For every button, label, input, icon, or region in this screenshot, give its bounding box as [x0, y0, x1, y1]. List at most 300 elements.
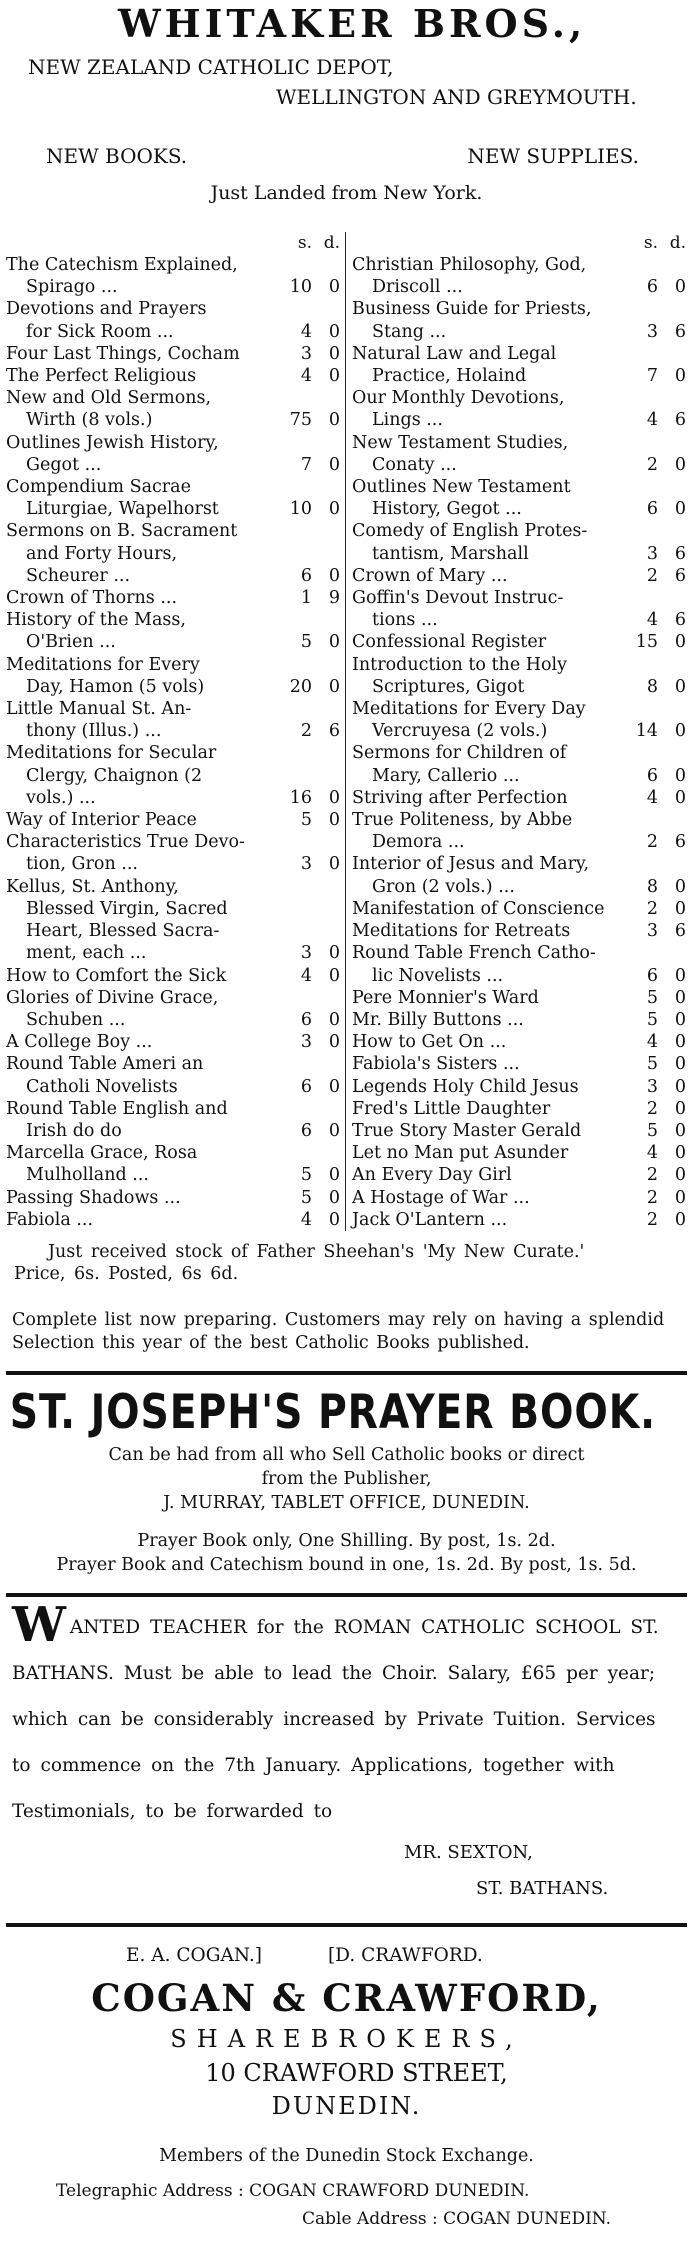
price-pence: 0	[674, 1032, 686, 1053]
price-pence: 0	[674, 277, 686, 298]
book-title	[352, 1031, 624, 1053]
price-pence: 0	[328, 1120, 340, 1141]
book-title-line: Interior of Jesus and Mary,	[352, 854, 590, 875]
book-title-line: Scriptures, Gigot	[372, 676, 525, 697]
book-item	[352, 1009, 686, 1031]
price-shillings: 3	[646, 1076, 658, 1097]
price-shillings: 5	[646, 1009, 658, 1030]
book-title-line: Scheurer ...	[26, 565, 131, 586]
cable-address: Cable Address : COGAN DUNEDIN.	[302, 2208, 611, 2229]
book-title	[352, 698, 624, 742]
book-title-line: Legends Holy Child Jesus	[352, 1076, 579, 1097]
partner-names	[6, 1941, 687, 1971]
price-shillings: 10	[289, 499, 312, 520]
book-item	[352, 1098, 686, 1120]
book-title-line: Comedy of English Protes-	[352, 521, 588, 542]
book-title-line: Clergy, Chaignon (2	[26, 765, 203, 786]
book-title	[352, 387, 624, 431]
book-title-line: Manifestation of Conscience	[352, 898, 605, 919]
new-curate-line: Just received stock of Father Sheehan's 'My New Curate.'	[48, 1241, 585, 1262]
book-title-line: Heart, Blessed Sacra-	[26, 921, 220, 942]
book-item	[6, 965, 340, 987]
book-title-line: Devotions and Prayers	[6, 299, 207, 320]
book-item	[6, 587, 340, 609]
price-shillings: 3	[300, 1032, 312, 1053]
price-pence: 0	[674, 965, 686, 986]
book-item	[352, 476, 686, 520]
book-title	[6, 965, 278, 987]
right-items	[352, 254, 686, 1231]
telegraphic-address: Telegraphic Address : COGAN CRAWFORD DUNEDIN.	[56, 2180, 530, 2201]
book-item	[6, 742, 340, 809]
book-title-line: Meditations for Secular	[6, 743, 217, 764]
book-item	[6, 343, 340, 365]
price-shillings: 4	[646, 610, 658, 631]
price-shillings: 2	[300, 721, 312, 742]
book-title	[6, 1053, 278, 1097]
book-title-line: Fabiola's Sisters ...	[352, 1054, 520, 1075]
book-title	[352, 587, 624, 631]
price-shillings: 4	[646, 1032, 658, 1053]
price-pence: 0	[674, 1098, 686, 1119]
book-title	[6, 609, 278, 653]
book-title-line: Fabiola ...	[6, 1209, 94, 1230]
book-title-line: Business Guide for Priests,	[352, 299, 592, 320]
price-shillings: 4	[646, 1143, 658, 1164]
prayer-book-publisher: J. MURRAY, TABLET OFFICE, DUNEDIN.	[163, 1492, 530, 1513]
book-title-line: Little Manual St. An-	[6, 699, 192, 720]
book-title	[6, 587, 278, 609]
book-price-lists	[6, 232, 687, 1231]
price-shillings: 3	[646, 921, 658, 942]
book-title	[352, 476, 624, 520]
price-shillings: 4	[300, 965, 312, 986]
book-item	[352, 1164, 686, 1186]
price-shillings: 7	[646, 366, 658, 387]
price-pence: 6	[674, 610, 686, 631]
book-title-line: Striving after Perfection	[352, 787, 568, 808]
book-item	[6, 520, 340, 587]
book-item	[352, 1053, 686, 1075]
book-title-line: Sermons for Children of	[352, 743, 567, 764]
book-title	[352, 920, 624, 942]
book-title	[352, 809, 624, 853]
book-title-line: Schuben ...	[26, 1009, 126, 1030]
book-title	[6, 254, 278, 298]
book-title-line: New and Old Sermons,	[6, 388, 212, 409]
book-title	[6, 387, 278, 431]
pence-heading: d.	[669, 233, 686, 253]
signature-place: ST. BATHANS.	[476, 1877, 609, 1899]
book-title-line: History of the Mass,	[6, 610, 186, 631]
price-pence: 0	[328, 943, 340, 964]
book-item	[352, 254, 686, 298]
book-item	[6, 387, 340, 431]
book-title	[352, 1209, 624, 1231]
book-title-line: An Every Day Girl	[352, 1165, 512, 1186]
book-title-line: Mr. Billy Buttons ...	[352, 1009, 524, 1030]
price-shillings: 10	[289, 277, 312, 298]
book-item	[352, 1031, 686, 1053]
book-title-line: Passing Shadows ...	[6, 1187, 181, 1208]
price-pence: 0	[674, 876, 686, 897]
book-title-line: Let no Man put Asunder	[352, 1143, 569, 1164]
price-pence: 0	[328, 1209, 340, 1230]
price-pence: 0	[674, 366, 686, 387]
book-title-line: Four Last Things, Cocham	[6, 343, 240, 364]
book-title-line: The Perfect Religious	[6, 366, 197, 387]
price-pence: 0	[674, 1120, 686, 1141]
column-headings	[6, 142, 687, 170]
book-title	[352, 742, 624, 786]
book-item	[352, 853, 686, 897]
price-shillings: 8	[646, 876, 658, 897]
section-divider	[6, 1593, 687, 1597]
book-title-line: Confessional Register	[352, 632, 547, 653]
book-title-line: Catholi Novelists	[26, 1076, 178, 1097]
book-title-line: Blessed Virgin, Sacred	[26, 898, 228, 919]
book-item	[352, 654, 686, 698]
book-title-line: Meditations for Every	[6, 654, 200, 675]
price-shillings: 5	[300, 1165, 312, 1186]
whitaker-subtitle-location: WELLINGTON AND GREYMOUTH.	[276, 85, 637, 109]
book-title-line: Round Table Ameri an	[6, 1054, 204, 1075]
book-title-line: Gron (2 vols.) ...	[372, 876, 515, 897]
book-item	[6, 254, 340, 298]
book-title	[352, 1098, 624, 1120]
cogan-crawford-advert	[6, 1941, 687, 2233]
price-pence: 0	[674, 1187, 686, 1208]
book-item	[352, 387, 686, 431]
price-shillings: 2	[646, 1165, 658, 1186]
price-shillings: 6	[300, 1009, 312, 1030]
price-pence: 0	[328, 854, 340, 875]
price-pence: 0	[674, 454, 686, 475]
book-title	[352, 1142, 624, 1164]
book-title-line: Compendium Sacrae	[6, 477, 191, 498]
book-title-line: Fred's Little Daughter	[352, 1098, 551, 1119]
book-title	[352, 1009, 624, 1031]
book-item	[6, 1031, 340, 1053]
book-item	[6, 831, 340, 875]
book-title-line: Way of Interior Peace	[6, 810, 197, 831]
price-pence: 0	[674, 1209, 686, 1230]
book-title	[352, 432, 624, 476]
whitaker-advert	[6, 0, 687, 1355]
book-title-line: Liturgiae, Wapelhorst	[26, 499, 219, 520]
book-item	[352, 432, 686, 476]
book-title-line: Meditations for Retreats	[352, 921, 571, 942]
partner-cogan: E. A. COGAN.]	[126, 1944, 262, 1966]
price-pence: 0	[674, 1054, 686, 1075]
price-shillings: 6	[646, 965, 658, 986]
book-title-line: Driscoll ...	[372, 277, 463, 298]
new-curate-notice	[6, 1241, 687, 1285]
book-title-line: Day, Hamon (5 vols)	[26, 676, 205, 697]
book-item	[352, 1209, 686, 1231]
price-shillings: 3	[300, 943, 312, 964]
price-shillings: 3	[646, 543, 658, 564]
price-pence: 0	[674, 1165, 686, 1186]
price-pence: 0	[328, 454, 340, 475]
book-item	[6, 809, 340, 831]
book-title	[6, 1098, 278, 1142]
price-pence: 0	[328, 277, 340, 298]
prayer-book-line: from the Publisher,	[261, 1468, 432, 1489]
price-pence: 0	[328, 366, 340, 387]
book-item	[352, 298, 686, 342]
cogan-title: COGAN & CRAWFORD,	[91, 1975, 602, 2020]
left-book-list	[6, 232, 346, 1231]
book-title	[352, 1120, 624, 1142]
book-title-line: tantism, Marshall	[372, 543, 529, 564]
prayer-book-title: ST. JOSEPH'S PRAYER BOOK.	[9, 1384, 656, 1440]
book-title-line: History, Gegot ...	[372, 499, 522, 520]
prayer-book-advert	[6, 1383, 687, 1577]
wanted-signature	[6, 1835, 687, 1907]
price-shillings: 6	[300, 1076, 312, 1097]
book-title-line: How to Get On ...	[352, 1032, 507, 1053]
new-supplies-heading: NEW SUPPLIES.	[467, 144, 639, 168]
price-pence: 6	[328, 721, 340, 742]
book-title	[352, 1164, 624, 1186]
whitaker-subtitle-depot: NEW ZEALAND CATHOLIC DEPOT,	[28, 55, 394, 79]
book-title	[6, 1142, 278, 1186]
partner-crawford: [D. CRAWFORD.	[327, 1944, 483, 1966]
book-title	[352, 298, 624, 342]
book-title-line: tions ...	[372, 610, 438, 631]
book-title	[352, 254, 624, 298]
book-title-line: Introduction to the Holy	[352, 654, 568, 675]
price-pence: 0	[328, 321, 340, 342]
price-pence: 0	[328, 965, 340, 986]
drop-cap: W	[12, 1596, 66, 1653]
price-shillings: 2	[646, 565, 658, 586]
price-pence: 0	[674, 898, 686, 919]
book-title-line: True Politeness, by Abbe	[352, 810, 573, 831]
cogan-street: 10 CRAWFORD STREET,	[205, 2058, 508, 2087]
book-item	[6, 876, 340, 965]
book-item	[352, 898, 686, 920]
price-shillings: 3	[646, 321, 658, 342]
price-shillings: 3	[300, 854, 312, 875]
book-title	[6, 1187, 278, 1209]
book-item	[352, 942, 686, 986]
price-pence: 0	[328, 565, 340, 586]
book-item	[6, 1098, 340, 1142]
book-title-line: tion, Gron ...	[26, 854, 138, 875]
book-title-line: Lings ...	[372, 410, 443, 431]
price-shillings: 2	[646, 454, 658, 475]
price-shillings: 16	[289, 787, 312, 808]
book-title	[6, 1209, 278, 1231]
book-title-line: vols.) ...	[26, 787, 96, 808]
price-pence: 0	[328, 499, 340, 520]
book-title	[352, 942, 624, 986]
price-shillings: 2	[646, 1098, 658, 1119]
book-item	[352, 631, 686, 653]
price-shillings: 5	[300, 1187, 312, 1208]
book-title	[6, 876, 278, 965]
book-title-line: Outlines Jewish History,	[6, 432, 219, 453]
price-shillings: 6	[646, 499, 658, 520]
book-item	[6, 609, 340, 653]
book-title-line: Kellus, St. Anthony,	[6, 876, 179, 897]
book-title-line: How to Comfort the Sick	[6, 965, 227, 986]
book-title-line: A Hostage of War ...	[352, 1187, 530, 1208]
book-title	[352, 631, 624, 653]
cogan-members: Members of the Dunedin Stock Exchange.	[159, 2145, 534, 2166]
teacher-wanted-advert	[6, 1596, 687, 1907]
price-shillings: 6	[300, 1120, 312, 1141]
book-item	[352, 809, 686, 853]
price-pence: 6	[674, 921, 686, 942]
book-title-line: for Sick Room ...	[26, 321, 174, 342]
book-title-line: Goffin's Devout Instruc-	[352, 588, 564, 609]
book-title	[352, 1076, 624, 1098]
book-title-line: Pere Monnier's Ward	[352, 987, 539, 1008]
book-title-line: New Testament Studies,	[352, 432, 569, 453]
price-shillings: 3	[300, 343, 312, 364]
price-shillings: 4	[300, 1209, 312, 1230]
book-title-line: Round Table French Catho-	[352, 943, 596, 964]
wanted-body: ANTED TEACHER for the ROMAN CATHOLIC SCHOOL ST. BATHANS. Must be able to lead the Choir. Salary, £65 per year; which can be considerably increased by Private Tuition. Services to commence on the 7th January. Applications, together with Testimonials, to be forwarded to	[12, 1616, 659, 1822]
price-shillings: 2	[646, 832, 658, 853]
price-shillings: 6	[646, 765, 658, 786]
price-pence: 0	[328, 1076, 340, 1097]
price-pence: 9	[328, 588, 340, 609]
price-pence: 0	[674, 499, 686, 520]
book-title-line: Round Table English and	[6, 1098, 228, 1119]
book-title	[6, 432, 278, 476]
whitaker-title: WHITAKER BROS.,	[118, 1, 587, 46]
book-title-line: Jack O'Lantern ...	[352, 1209, 508, 1230]
book-item	[352, 565, 686, 587]
price-shillings: 8	[646, 676, 658, 697]
book-title-line: O'Brien ...	[26, 632, 116, 653]
price-shillings: 15	[635, 632, 658, 653]
book-title	[352, 898, 624, 920]
book-item	[352, 520, 686, 564]
price-pence: 0	[328, 1165, 340, 1186]
book-title	[352, 654, 624, 698]
book-title-line: The Catechism Explained,	[6, 255, 238, 275]
book-item	[6, 476, 340, 520]
book-title-line: Mulholland ...	[26, 1165, 149, 1186]
price-pence: 6	[674, 321, 686, 342]
price-shillings: 75	[289, 410, 312, 431]
book-title-line: Crown of Thorns ...	[6, 588, 178, 609]
right-book-list	[346, 232, 686, 1231]
pence-heading: d.	[323, 233, 340, 253]
price-shillings: 2	[646, 1209, 658, 1230]
book-item	[6, 1209, 340, 1231]
prayer-book-line: Can be had from all who Sell Catholic books or direct	[108, 1444, 585, 1465]
new-books-heading: NEW BOOKS.	[46, 144, 188, 168]
book-title-line: Stang ...	[372, 321, 447, 342]
price-shillings: 5	[646, 1054, 658, 1075]
book-item	[6, 365, 340, 387]
book-item	[352, 587, 686, 631]
price-shillings: 5	[646, 1120, 658, 1141]
price-shillings: 2	[646, 898, 658, 919]
price-pence: 0	[674, 1076, 686, 1097]
book-title-line: True Story Master Gerald	[352, 1120, 582, 1141]
book-item	[6, 1187, 340, 1209]
price-pence: 0	[674, 765, 686, 786]
price-shillings: 4	[300, 366, 312, 387]
book-title-line: Vercruyesa (2 vols.)	[372, 721, 548, 742]
book-item	[6, 698, 340, 742]
book-title-line: Natural Law and Legal	[352, 343, 557, 364]
book-item	[352, 1120, 686, 1142]
price-pence: 6	[674, 832, 686, 853]
book-title-line: Characteristics True Devo-	[6, 832, 245, 853]
book-item	[352, 1142, 686, 1164]
book-title-line: Wirth (8 vols.)	[26, 410, 153, 431]
book-title	[352, 987, 624, 1009]
shillings-heading: s.	[643, 233, 658, 253]
book-title	[6, 742, 278, 809]
price-shillings: 4	[646, 787, 658, 808]
book-title	[6, 809, 278, 831]
section-divider	[6, 1923, 687, 1927]
book-item	[6, 987, 340, 1031]
price-pence: 0	[328, 1009, 340, 1030]
book-title	[352, 1187, 624, 1209]
shillings-heading: s.	[297, 233, 312, 253]
price-pence: 0	[674, 787, 686, 808]
signature-name: MR. SEXTON,	[404, 1841, 533, 1863]
price-pence: 0	[328, 810, 340, 831]
book-title	[352, 520, 624, 564]
book-title-line: Practice, Holaind	[372, 366, 527, 387]
book-title-line: Meditations for Every Day	[352, 699, 586, 720]
teacher-wanted-text	[6, 1596, 687, 1835]
price-pence: 0	[328, 632, 340, 653]
book-title-line: Christian Philosophy, God,	[352, 255, 587, 275]
book-item	[352, 343, 686, 387]
book-title-line: Spirago ...	[26, 277, 118, 298]
price-pence: 0	[674, 721, 686, 742]
book-title-line: Sermons on B. Sacrament	[6, 521, 238, 542]
price-pence: 6	[674, 543, 686, 564]
prayer-book-catechism-price: Prayer Book and Catechism bound in one, 1s. 2d. By post, 1s. 5d.	[56, 1554, 637, 1575]
book-title	[6, 520, 278, 587]
book-item	[6, 1053, 340, 1097]
book-title-line: Gegot ...	[26, 454, 102, 475]
cogan-city: DUNEDIN.	[271, 2091, 422, 2120]
new-curate-price: Price, 6s. Posted, 6s 6d.	[14, 1263, 239, 1284]
book-title	[352, 1053, 624, 1075]
price-pence: 0	[674, 632, 686, 653]
book-title	[6, 654, 278, 698]
book-title-line: Crown of Mary ...	[352, 565, 508, 586]
price-pence: 0	[328, 787, 340, 808]
left-items	[6, 254, 340, 1231]
book-title-line: thony (Illus.) ...	[26, 721, 162, 742]
book-item	[6, 432, 340, 476]
complete-list-notice: Complete list now preparing. Customers may rely on having a splendid Selection this year of the best Catholic Books published.	[12, 1309, 665, 1353]
book-title	[352, 787, 624, 809]
book-title-line: Irish do do	[26, 1120, 122, 1141]
book-item	[352, 787, 686, 809]
book-title	[6, 365, 278, 387]
book-title	[6, 343, 278, 365]
book-title	[352, 343, 624, 387]
book-item	[6, 1142, 340, 1186]
price-pence: 6	[674, 565, 686, 586]
